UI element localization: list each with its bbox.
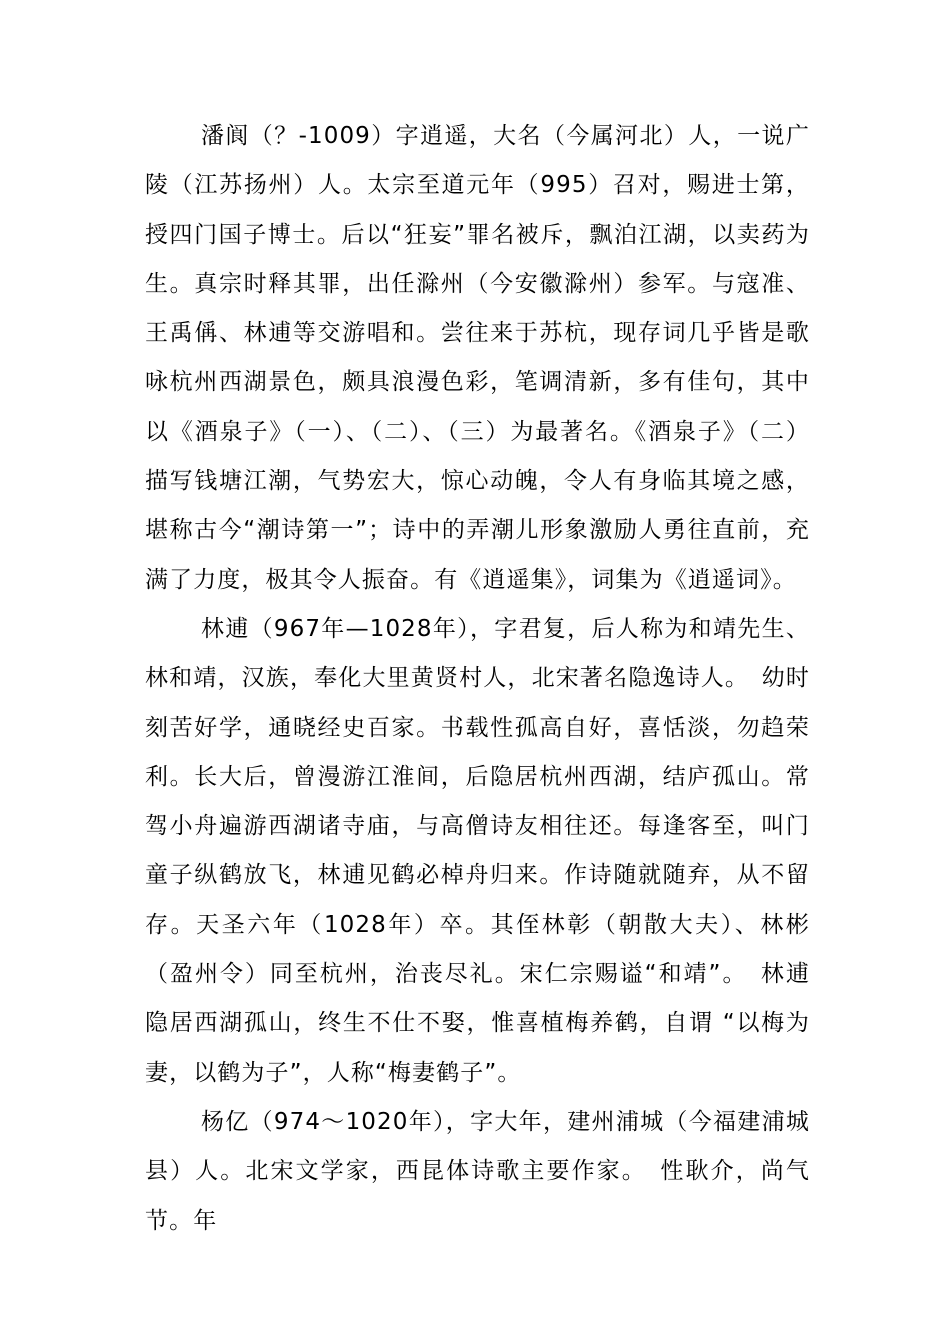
document-body (145, 112, 810, 1246)
paragraph-yang-yi: 杨亿（974～1020年），字大年，建州浦城（今福建浦城县）人。北宋文学家，西昆体诗歌主要作家。 性耿介，尚气节。年 (145, 1108, 810, 1234)
paragraph-pan-lang: 潘阆（？-1009）字逍遥，大名（今属河北）人，一说广陵（江苏扬州）人。太宗至道元年（995）召对，赐进士第，授四门国子博士。后以“狂妄”罪名被斥，飘泊江湖，以卖药为生。真宗时释其罪，出任滁州（今安徽滁州）参军。与寇准、王禹偁、林逋等交游唱和。尝往来于苏杭，现存词几乎皆是歌咏杭州西湖景色，颇具浪漫色彩，笔调清新，多有佳句，其中以《酒泉子》（一）、（二）、（三）为最著名。《酒泉子》（二）描写钱塘江潮，气势宏大，惊心动魄，令人有身临其境之感，堪称古今“潮诗第一”；诗中的弄潮儿形象激励人勇往直前，充满了力度，极其令人振奋。有《逍遥集》，词集为《逍遥词》。 (145, 123, 810, 593)
paragraph-lin-bu: 林逋（967年—1028年），字君复，后人称为和靖先生、林和靖，汉族，奉化大里黄贤村人，北宋著名隐逸诗人。 幼时刻苦好学，通晓经史百家。书载性孤高自好，喜恬淡，勿趋荣利。长大后，曾漫游江淮间，后隐居杭州西湖，结庐孤山。常驾小舟遍游西湖诸寺庙，与高僧诗友相往还。每逢客至，叫门童子纵鹤放飞，林逋见鹤必棹舟归来。作诗随就随弃，从不留存。天圣六年（1028年）卒。其侄林彰（朝散大夫）、林彬（盈州令）同至杭州，治丧尽礼。宋仁宗赐谥“和靖”。 林逋隐居西湖孤山，终生不仕不娶，惟喜植梅养鹤，自谓 “以梅为妻，以鹤为子”，人称“梅妻鹤子”。 (145, 615, 810, 1086)
